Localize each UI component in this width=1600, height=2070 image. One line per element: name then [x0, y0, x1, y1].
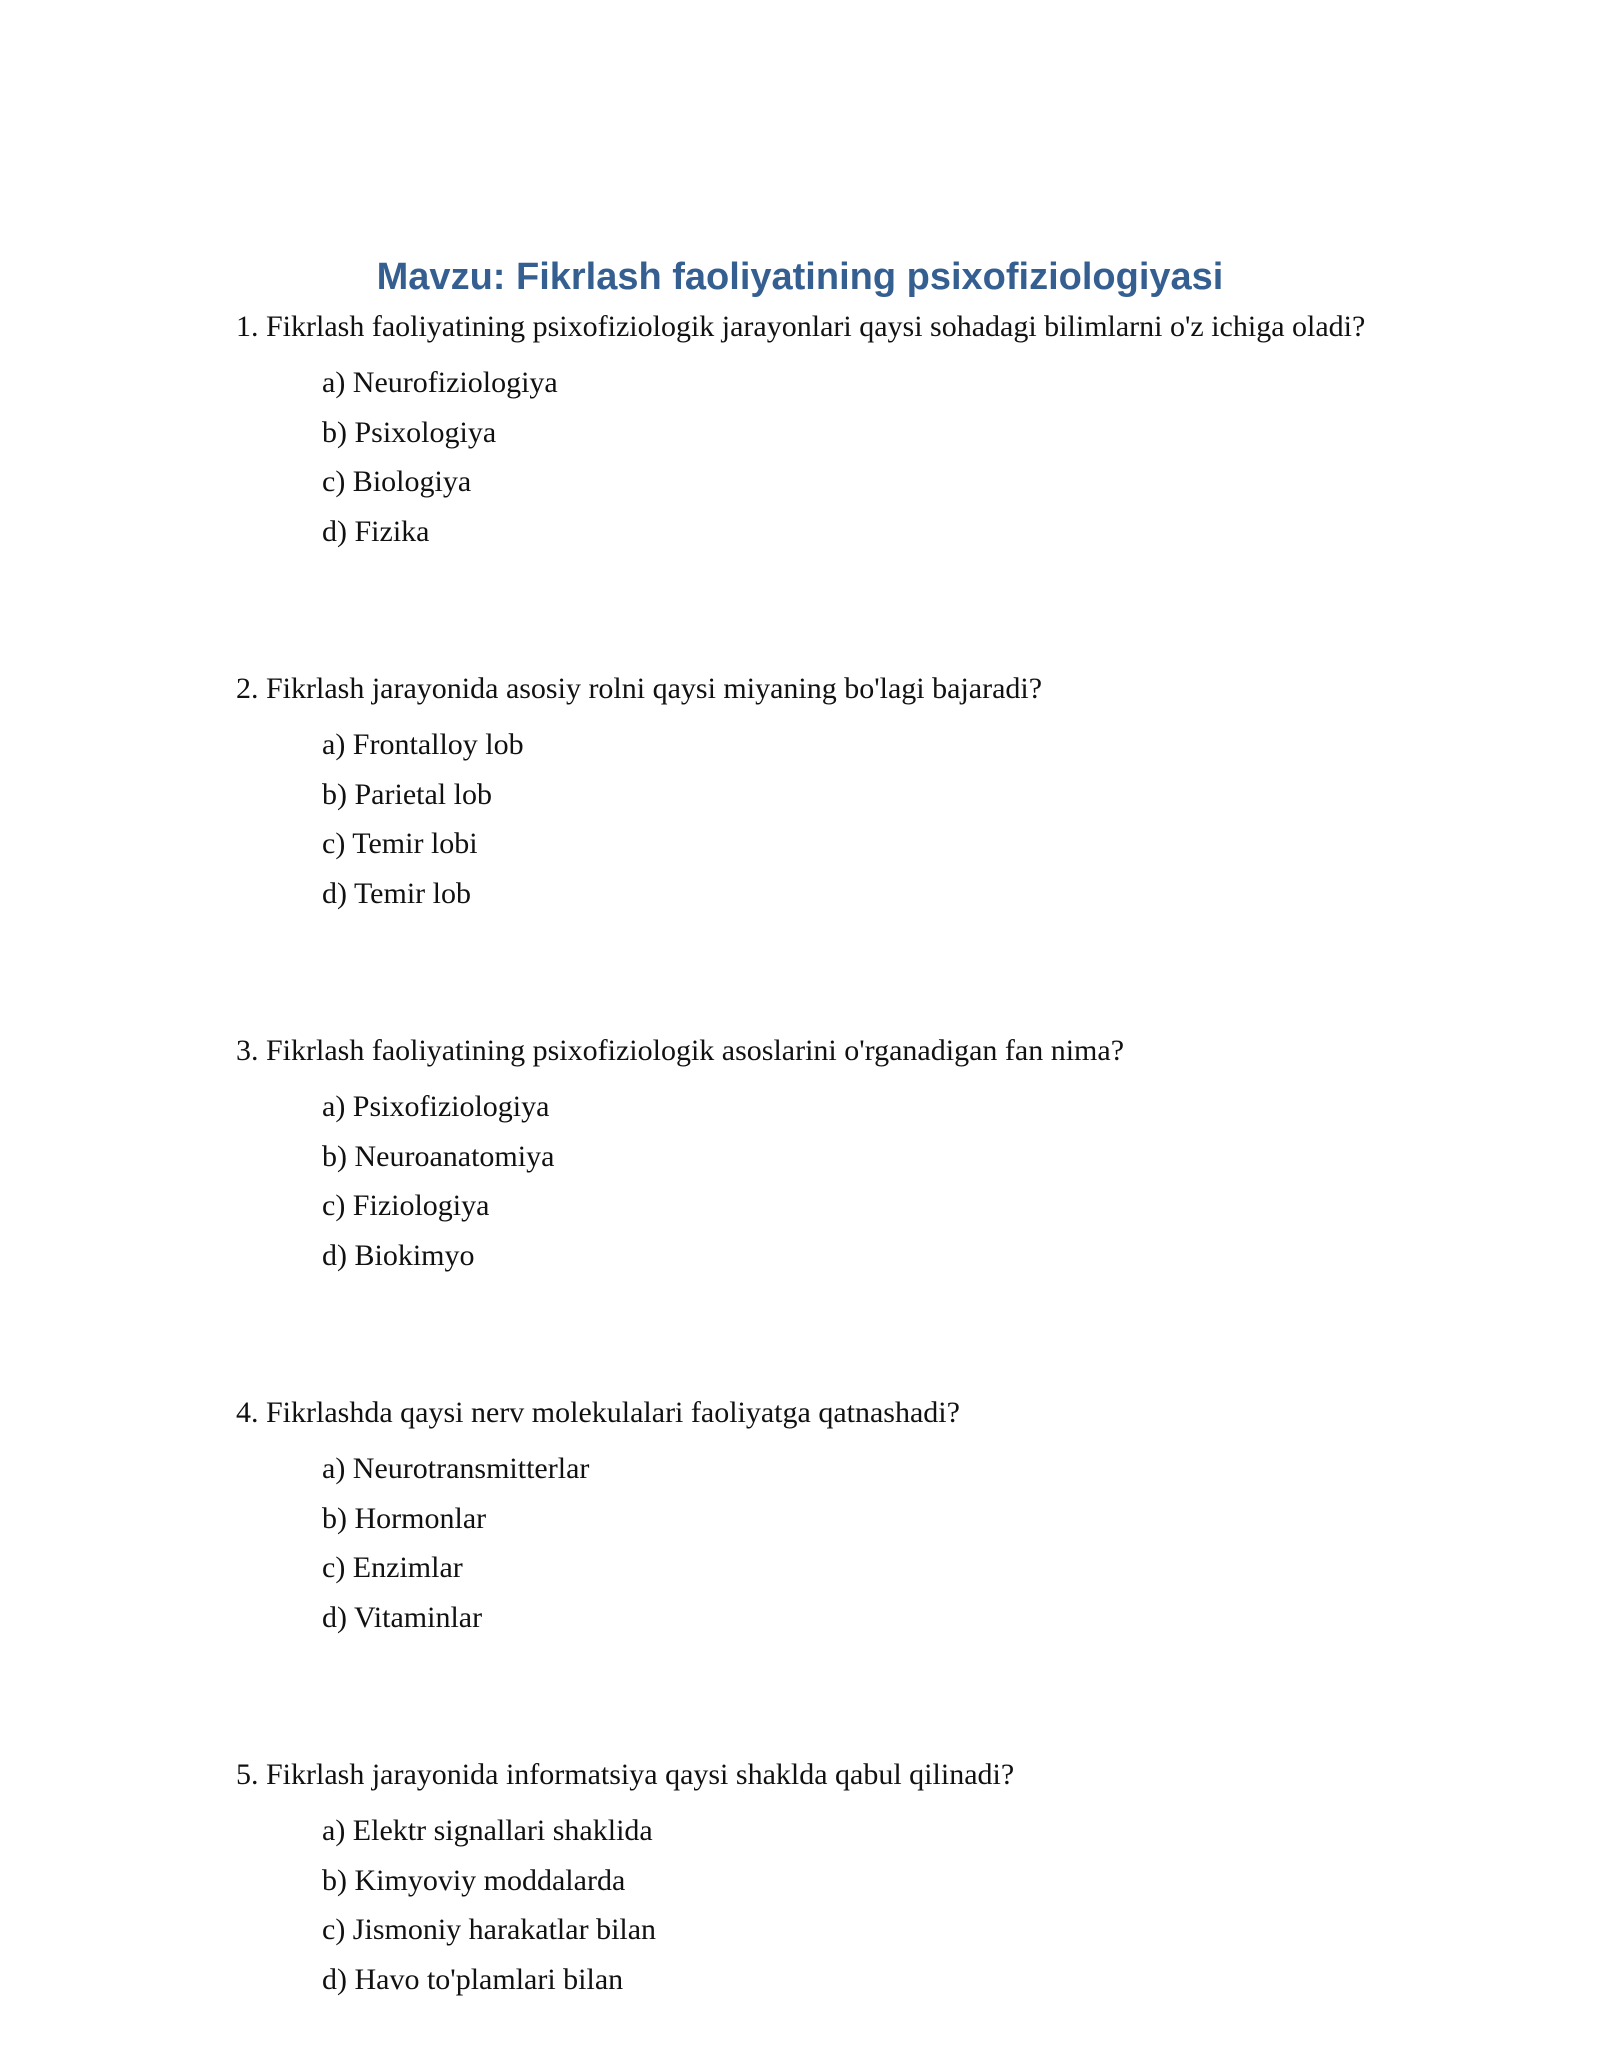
- question-2: [236, 668, 1366, 918]
- answer-option: c) Fiziologiya: [322, 1189, 490, 1222]
- question-5: [236, 1754, 1366, 2004]
- question-text: 5. Fikrlash jarayonida informatsiya qaysi shaklda qabul qilinadi?: [236, 1758, 1015, 1791]
- answer-option: a) Frontalloy lob: [322, 728, 524, 761]
- page-title: Mavzu: Fikrlash faoliyatining psixofiziologiyasi: [376, 256, 1224, 298]
- answer-options: [236, 1806, 1366, 2004]
- answer-option: c) Jismoniy harakatlar bilan: [322, 1913, 657, 1946]
- answer-option: d) Vitaminlar: [322, 1600, 483, 1634]
- answer-option: c) Biologiya: [322, 465, 472, 498]
- answer-options: [236, 1082, 1366, 1280]
- question-text: 4. Fikrlashda qaysi nerv molekulalari faoliyatga qatnashadi?: [236, 1396, 960, 1429]
- answer-option: d) Havo to'plamlari bilan: [322, 1962, 624, 1996]
- answer-option: b) Kimyoviy moddalarda: [322, 1863, 626, 1897]
- answer-option: d) Fizika: [322, 514, 430, 548]
- answer-options: [236, 358, 1366, 556]
- answer-option: b) Hormonlar: [322, 1501, 487, 1535]
- question-list: [236, 306, 1366, 2004]
- answer-options: [236, 720, 1366, 918]
- answer-option: a) Neurotransmitterlar: [322, 1452, 590, 1485]
- answer-option: b) Parietal lob: [322, 777, 492, 811]
- question-text: 1. Fikrlash faoliyatining psixofiziologik jarayonlari qaysi sohadagi bilimlarni o'z ichiga oladi?: [236, 310, 1366, 343]
- answer-options: [236, 1444, 1366, 1642]
- question-1: [236, 306, 1366, 556]
- answer-option: d) Biokimyo: [322, 1238, 475, 1272]
- question-text: 3. Fikrlash faoliyatining psixofiziologik asoslarini o'rganadigan fan nima?: [236, 1034, 1125, 1067]
- question-4: [236, 1392, 1366, 1642]
- answer-option: b) Psixologiya: [322, 415, 497, 449]
- question-text: 2. Fikrlash jarayonida asosiy rolni qaysi miyaning bo'lagi bajaradi?: [236, 672, 1043, 705]
- answer-option: d) Temir lob: [322, 876, 471, 910]
- answer-option: c) Temir lobi: [322, 827, 478, 860]
- question-3: [236, 1030, 1366, 1280]
- answer-option: c) Enzimlar: [322, 1551, 463, 1584]
- answer-option: b) Neuroanatomiya: [322, 1139, 555, 1173]
- answer-option: a) Psixofiziologiya: [322, 1090, 550, 1123]
- answer-option: a) Neurofiziologiya: [322, 366, 558, 399]
- answer-option: a) Elektr signallari shaklida: [322, 1814, 653, 1847]
